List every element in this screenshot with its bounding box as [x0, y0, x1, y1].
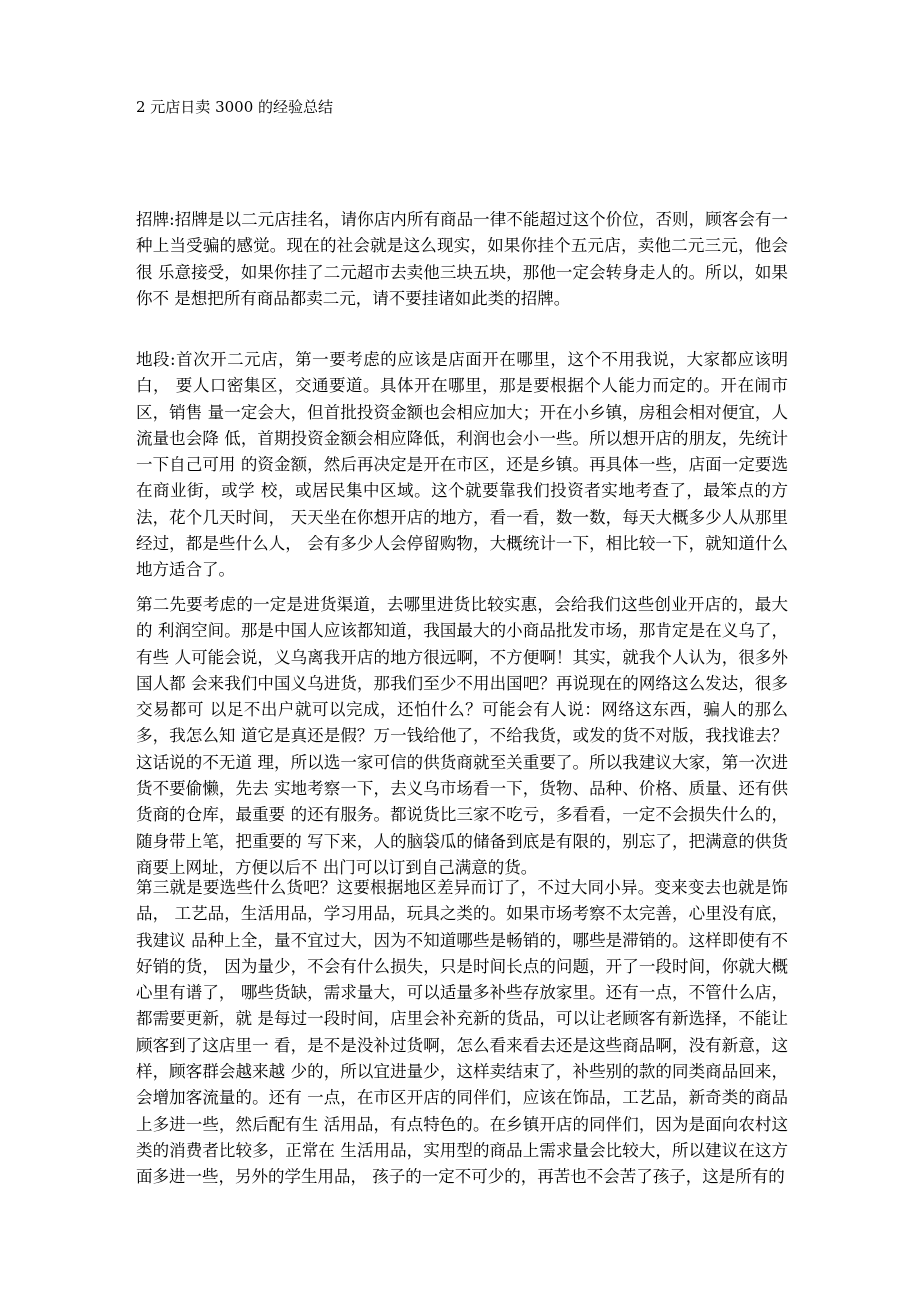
paragraph-signboard: 招牌:招牌是以二元店挂名，请你店内所有商品一律不能超过这个价位，否则，顾客会有一种上当受骗的感觉。现在的社会就是这么现实，如果你挂个五元店，卖他二元三元，他会很 乐意接受，如果你挂了二元超市去卖他三块五块，那他一定会转身走人的。所以，如果你不 是想把所有商品都卖二元，请不要挂诸如此类的招牌。	[136, 210, 788, 308]
paragraph-product-selection: 第三就是要选些什么货吧？这要根据地区差异而订了，不过大同小异。变来变去也就是饰品， 工艺品，生活用品，学习用品，玩具之类的。如果市场考察不太完善，心里没有底，我建议 品种上全，量不宜过大，因为不知道哪些是畅销的，哪些是滞销的。这样即使有不好销的货， 因为量少，不会有什么损失，只是时间长点的问题，开了一段时间，你就大概心里有谱了， 哪些货缺，需求量大，可以适量多补些存放家里。还有一点，不管什么店，都需要更新，就 是每过一段时间，店里会补充新的货品，可以让老顾客有新选择，不能让顾客到了这店里一 看，是不是没补过货啊，怎么看来看去还是这些商品啊，没有新意，这样，顾客群会越来越 少的，所以宜进量少，这样卖结束了，补些别的款的同类商品回来，会增加客流量的。还有 一点，在市区开店的同伴们，应该在饰品，工艺品，新奇类的商品上多进一些，然后配有生 活用品，有点特色的。在乡镇开店的同伴们，因为是面向农村这类的消费者比较多，正常在 生活用品，实用型的商品上需求量会比较大，所以建议在这方面多进一些，另外的学生用品， 孩子的一定不可少的，再苦也不会苦了孩子，这是所有的	[136, 878, 788, 1187]
paragraph-location: 地段:首次开二元店，第一要考虑的应该是店面开在哪里，这个不用我说，大家都应该明白， 要人口密集区，交通要道。具体开在哪里，那是要根据个人能力而定的。开在闹市区，销售 量一定会大，但首批投资金额也会相应加大；开在小乡镇，房租会相对便宜，人流量也会降 低，首期投资金额会相应降低，利润也会小一些。所以想开店的朋友，先统计一下自己可用 的资金额，然后再决定是开在市区，还是乡镇。再具体一些，店面一定要选在商业街，或学 校，或居民集中区域。这个就要靠我们投资者实地考查了，最笨点的方法，花个几天时间， 天天坐在你想开店的地方，看一看，数一数，每天大概多少人从那里经过，都是些什么人， 会有多少人会停留购物，大概统计一下，相比较一下，就知道什么地方适合了。	[136, 350, 788, 580]
paragraph-supply-channel: 第二先要考虑的一定是进货渠道，去哪里进货比较实惠，会给我们这些创业开店的，最大的 利润空间。那是中国人应该都知道，我国最大的小商品批发市场，那肯定是在义乌了，有些 人可能会说，义乌离我开店的地方很远啊，不方便啊！其实，就我个人认为，很多外国人都 会来我们中国义乌进货，那我们至少不用出国吧？再说现在的网络这么发达，很多交易都可 以足不出户就可以完成，还怕什么？可能会有人说：网络这东西，骗人的那么多，我怎么知 道它是真还是假？万一钱给他了，不给我货，或发的货不对版，我找谁去？这话说的不无道 理，所以选一家可信的供货商就至关重要了。所以我建议大家，第一次进货不要偷懒，先去 实地考察一下，去义乌市场看一下，货物、品种、价格、质量、还有供货商的仓库，最重要 的还有服务。都说货比三家不吃亏，多看看，一定不会损失什么的，随身带上笔，把重要的 写下来，人的脑袋瓜的储备到底是有限的，别忘了，把满意的供货商要上网址，方便以后不 出门可以订到自己满意的货。	[136, 595, 788, 877]
document-title: 2 元店日卖 3000 的经验总结	[136, 98, 334, 116]
